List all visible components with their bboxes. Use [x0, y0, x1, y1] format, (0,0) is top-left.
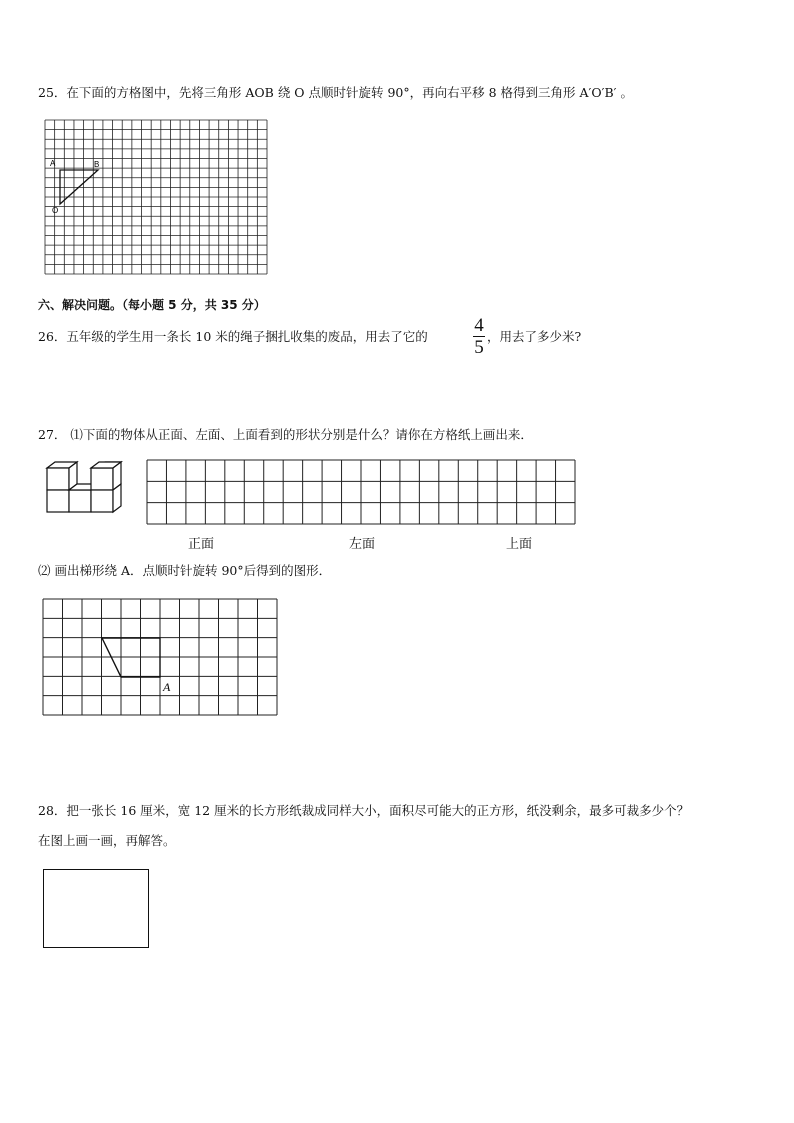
q27-part2: ⑵ 画出梯形绕 A．点顺时针旋转 90°后得到的图形． [38, 563, 332, 578]
q27-views-grid [147, 460, 577, 526]
q28-rectangle[interactable] [43, 869, 149, 948]
section6-heading: 六、解决问题。（每小题 5 分，共 35 分） [38, 298, 266, 312]
point-a-label-2: A [163, 680, 171, 694]
q25-grid [45, 120, 269, 276]
q25-text: 25．在下面的方格图中，先将三角形 AOB 绕 O 点顺时针旋转 90°，再向右平移 8 格得到三角形 A′O′B′ 。 [38, 85, 633, 100]
fraction-numerator: 4 [474, 315, 484, 336]
fraction-denominator: 5 [474, 337, 484, 358]
view-front-label: 正面 [188, 537, 215, 552]
q26-fraction [472, 316, 486, 357]
point-b-label: B [94, 160, 100, 169]
view-top-label: 上面 [506, 537, 533, 552]
q26-text-after: ，用去了多少米? [487, 329, 582, 344]
point-a-label: A [50, 159, 56, 168]
q26-text: 26．五年级的学生用一条长 10 米的绳子捆扎收集的废品，用去了它的 [38, 329, 428, 344]
trapezoid-grid [43, 599, 279, 717]
q27-part1: 27． ⑴下面的物体从正面、左面、上面看到的形状分别是什么？请你在方格纸上画出来． [38, 427, 533, 442]
cube-figure [43, 460, 123, 518]
view-left-label: 左面 [349, 537, 376, 552]
q28-line1: 28．把一张长 16 厘米，宽 12 厘米的长方形纸裁成同样大小，面积尽可能大的正方形，纸没剩余，最多可裁多少个？ [38, 803, 690, 818]
q28-line2: 在图上画一画，再解答。 [38, 833, 176, 848]
point-o-label: O [52, 206, 59, 215]
